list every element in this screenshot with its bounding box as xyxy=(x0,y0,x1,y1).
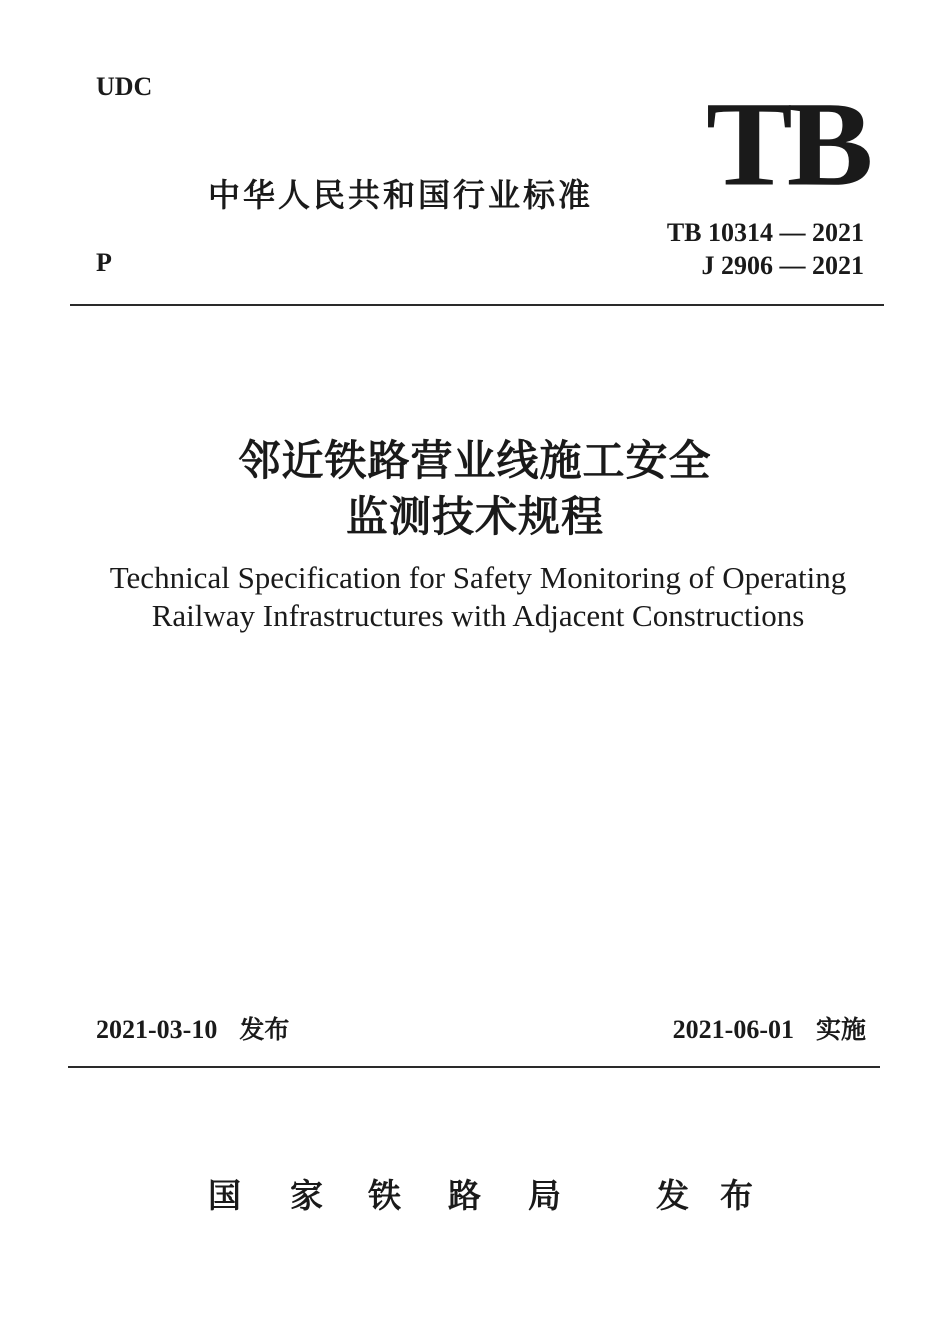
title-cn-line2: 监测技术规程 xyxy=(345,492,604,541)
issue-label: 发布 xyxy=(239,1015,290,1044)
record-code: J 2906 — 2021 xyxy=(701,251,864,280)
tb-logo: TB xyxy=(706,77,868,212)
standard-code: TB 10314 — 2021 xyxy=(666,218,864,247)
udc-label: UDC xyxy=(96,72,153,101)
publisher-char: 局 xyxy=(528,1176,561,1215)
footer-divider xyxy=(68,1066,880,1068)
issue-date-block xyxy=(96,1010,289,1046)
effective-date-block xyxy=(673,1010,866,1046)
publisher-char: 铁 xyxy=(368,1176,401,1215)
effective-label: 实施 xyxy=(815,1015,866,1044)
publisher-char: 路 xyxy=(448,1176,481,1215)
publisher-char: 国 xyxy=(208,1176,241,1215)
title-cn-line1: 邻近铁路营业线施工安全 xyxy=(238,436,712,485)
issue-date: 2021-03-10 xyxy=(96,1015,218,1044)
publisher-action-char: 布 xyxy=(720,1176,753,1215)
title-en-line1: Technical Specification for Safety Monitoring of Operating xyxy=(109,560,847,595)
national-standard-heading: 中华人民共和国行业标准 xyxy=(208,176,594,214)
header-divider xyxy=(70,304,884,306)
effective-date: 2021-06-01 xyxy=(672,1015,794,1044)
publisher-char: 家 xyxy=(290,1176,323,1215)
publisher-action-char: 发 xyxy=(656,1176,689,1215)
title-en-line2: Railway Infrastructures with Adjacent Constructions xyxy=(151,598,805,633)
classification-code: P xyxy=(96,248,112,277)
